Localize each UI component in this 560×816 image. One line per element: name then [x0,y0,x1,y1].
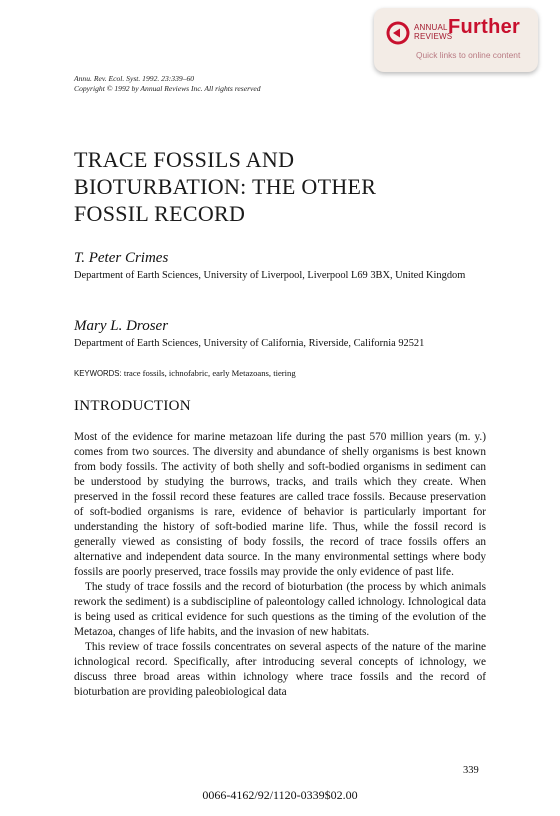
badge-publisher-label: ANNUAL REVIEWS [414,23,453,41]
paragraph: Most of the evidence for marine metazoan life during the past 570 million years (m. y.) comes from two sources. The diversity and abundance of shelly organisms is best known from body fossils. The activity of both shelly and soft-bodied organisms in sediment can be understood by studying the burrows, tracks, and trails which they create. When preserved in the fossil record these features are called trace fossils. Because preservation of soft-bodied organisms is rare, evidence of behavior is particularly important for understanding the history of soft-bodied marine life. Thus, while the fossil record is generally viewed as consisting of body fossils, the record of trace fossils offers an alternative and independent data source. In the many environmental settings where body fossils are poorly preserved, trace fossils may provide the only evidence of past life. [74,431,486,578]
paragraph: This review of trace fossils concentrates on several aspects of the nature of the marine ichnological record. Specifically, after introducing several concepts of ichnology, we discuss three broad areas within ichnology where trace fossils and the record of bioturbation are providing paleobiological data [74,641,486,698]
section-heading: INTRODUCTION [74,398,191,414]
author-affiliation: Department of Earth Sciences, University of California, Riverside, California 92521 [74,338,425,349]
keywords-text: trace fossils, ichnofabric, early Metazoans, tiering [123,368,296,378]
author-name: Mary L. Droser [74,318,169,334]
paragraph: The study of trace fossils and the record of bioturbation (the process by which animals rework the sediment) is a subdiscipline of paleontology called ichnology. Ichnological data is being used as critical evidence for such questions as the timing of the evolution of the Metazoa, changes of life habits, and the invasion of new habitats. [74,581,486,638]
copyright-line: Copyright © 1992 by Annual Reviews Inc. All rights reserved [74,84,261,93]
annual-reviews-further-badge[interactable] [374,8,538,72]
citation-line: Annu. Rev. Ecol. Syst. 1992. 23:339–60 [74,74,195,83]
journal-citation [74,74,261,94]
article-title: TRACE FOSSILS AND BIOTURBATION: THE OTHER FOSSIL RECORD [74,147,377,226]
body-text [74,430,486,700]
footer-code: 0066-4162/92/1120-0339$02.00 [202,788,358,802]
badge-subtitle: Quick links to online content [416,50,521,60]
page-number: 339 [463,765,479,776]
keywords [74,368,296,378]
author-name: T. Peter Crimes [74,250,169,266]
speaker-icon [386,21,410,45]
badge-further-label: Further [448,16,521,38]
author-affiliation: Department of Earth Sciences, University of Liverpool, Liverpool L69 3BX, United Kingdom [74,270,466,281]
keywords-label: KEYWORDS: [74,369,122,378]
